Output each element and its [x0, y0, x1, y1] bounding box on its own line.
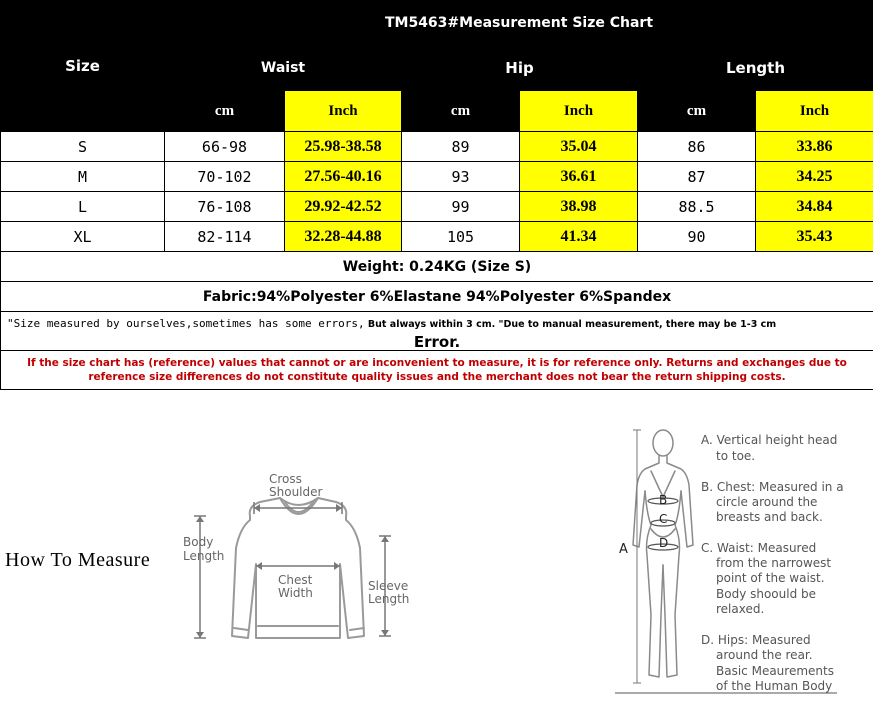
hip-inch-cell: 36.61 [520, 162, 638, 192]
size-cell: M [1, 162, 165, 192]
waist-cm-cell: 66-98 [165, 132, 285, 162]
sleeve-length-label-2: Length [368, 592, 410, 606]
waist-inch-cell: 32.28-44.88 [285, 222, 402, 252]
desc-d-line-2: around the rear. [716, 648, 813, 662]
desc-c-line-1: C. Waist: Measured [701, 541, 817, 555]
hip-cm-cell: 105 [402, 222, 520, 252]
note-part-3: Error. [413, 333, 461, 351]
body-outline [633, 430, 693, 677]
desc-b-line-3: breasts and back. [716, 510, 823, 524]
waist-cm-cell: 82-114 [165, 222, 285, 252]
hip-cm-cell: 89 [402, 132, 520, 162]
hip-inch-cell: 38.98 [520, 192, 638, 222]
chest-width-label-2: Width [278, 586, 313, 600]
waist-cm-header: cm [165, 91, 285, 132]
desc-c-line-5: relaxed. [716, 602, 765, 616]
desc-d-line-3: Basic Meaurements [716, 664, 834, 678]
length-inch-header: Inch [756, 91, 873, 132]
hip-inch-cell: 41.34 [520, 222, 638, 252]
waist-cm-cell: 70-102 [165, 162, 285, 192]
hip-cm-cell: 93 [402, 162, 520, 192]
body-measure-diagram [615, 425, 865, 700]
body-length-label-2: Length [183, 549, 225, 563]
body-descriptions [701, 433, 844, 693]
how-to-measure-label: How To Measure [5, 549, 151, 571]
waist-inch-cell: 27.56-40.16 [285, 162, 402, 192]
note-part-2: But always within 3 cm. "Due to manual measurement, there may be 1-3 cm [364, 319, 777, 330]
waist-inch-cell: 25.98-38.58 [285, 132, 402, 162]
note-part-1: "Size measured by ourselves,sometimes has some errors, [7, 317, 365, 330]
marker-a: A [619, 542, 628, 557]
weight-info: Weight: 0.24KG (Size S) [1, 252, 873, 282]
hip-cm-header: cm [402, 91, 520, 132]
waist-cm-cell: 76-108 [165, 192, 285, 222]
length-inch-cell: 33.86 [756, 132, 873, 162]
marker-c: C [659, 512, 668, 526]
length-inch-cell: 34.84 [756, 192, 873, 222]
length-cm-cell: 87 [638, 162, 756, 192]
desc-c-line-3: point of the waist. [716, 571, 825, 585]
chest-width-label: Chest [278, 573, 313, 587]
table-row [1, 132, 873, 162]
sweater-outline [232, 498, 364, 638]
desc-b-line-1: B. Chest: Measured in a [701, 480, 844, 494]
marker-d: D [659, 536, 669, 550]
length-cm-header: cm [638, 91, 756, 132]
body-length-label: Body [183, 535, 214, 549]
desc-b-line-2: circle around the [716, 495, 818, 509]
desc-d-line-1: D. Hips: Measured [701, 633, 811, 647]
hip-header: Hip [402, 46, 638, 91]
waist-header: Waist [165, 46, 402, 91]
length-cm-cell: 86 [638, 132, 756, 162]
length-header: Length [638, 46, 873, 91]
marker-b: B [659, 493, 668, 507]
size-cell: L [1, 192, 165, 222]
length-inch-cell: 34.25 [756, 162, 873, 192]
table-row [1, 162, 873, 192]
length-cm-cell: 88.5 [638, 192, 756, 222]
size-header: Size [1, 1, 165, 132]
cross-shoulder-label: Cross [269, 472, 302, 486]
cross-shoulder-label-2: Shoulder [269, 485, 323, 499]
length-cm-cell: 90 [638, 222, 756, 252]
size-cell: S [1, 132, 165, 162]
desc-c-line-2: from the narrowest [716, 556, 832, 570]
hip-cm-cell: 99 [402, 192, 520, 222]
table-row [1, 192, 873, 222]
desc-a-line-1: A. Vertical height head [701, 433, 838, 447]
measurement-note [1, 312, 873, 351]
chart-title: TM5463#Measurement Size Chart [165, 1, 873, 46]
length-inch-cell: 35.43 [756, 222, 873, 252]
table-row [1, 222, 873, 252]
desc-a-line-2: to toe. [716, 449, 756, 463]
chest-width-arrow [256, 562, 340, 570]
fabric-info: Fabric:94%Polyester 6%Elastane 94%Polyester 6%Spandex [1, 282, 873, 312]
hip-inch-header: Inch [520, 91, 638, 132]
hip-inch-cell: 35.04 [520, 132, 638, 162]
reference-disclaimer: If the size chart has (reference) values that cannot or are inconvenient to measure, it is for reference only. Returns and exchanges due to reference size differences do not constitute quality issues and the merchant does not bear the return shipping costs. [1, 351, 873, 390]
garment-measure-diagram [180, 468, 420, 668]
waist-inch-cell: 29.92-42.52 [285, 192, 402, 222]
desc-d-line-4: of the Human Body [716, 679, 833, 693]
sleeve-length-label: Sleeve [368, 579, 409, 593]
waist-inch-header: Inch [285, 91, 402, 132]
size-cell: XL [1, 222, 165, 252]
desc-c-line-4: Body shoould be [716, 587, 817, 601]
